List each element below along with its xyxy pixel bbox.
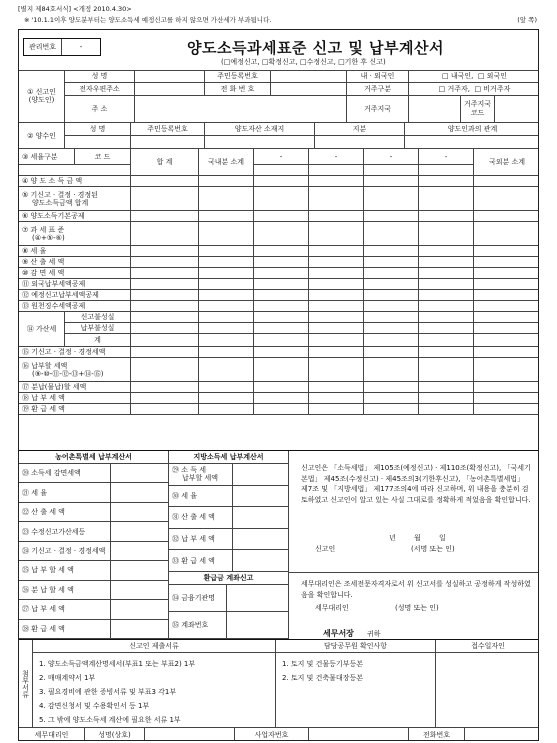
bank-name-field[interactable] xyxy=(227,585,289,612)
tax-value-cell[interactable] xyxy=(364,358,419,382)
tax-value-cell[interactable] xyxy=(199,347,254,358)
tax-row-label-text: ⑲ 환 급 세 액 xyxy=(22,405,65,413)
tax-row-label xyxy=(19,222,131,246)
tax-value-cell[interactable] xyxy=(309,211,364,222)
resident-option[interactable]: □ 거주자, xyxy=(438,85,470,93)
report-types[interactable]: (□예정신고, □확정신고, □수정신고, □기한 후 신고) xyxy=(221,58,386,66)
tax-value-cell[interactable] xyxy=(474,176,539,187)
tax-value-cell[interactable] xyxy=(309,301,364,312)
code-blank-1[interactable] xyxy=(254,165,309,176)
tax-value-cell[interactable] xyxy=(364,222,419,246)
residence-options[interactable] xyxy=(409,83,539,96)
tax-row-label-text: ⑯ 납부할 세액 xyxy=(22,361,68,370)
tax-row-label xyxy=(19,358,131,382)
tax-value-cell[interactable] xyxy=(364,246,419,257)
tax-value-cell[interactable] xyxy=(474,211,539,222)
declaration-date[interactable]: 년 월 일 xyxy=(389,534,446,542)
tax-value-cell[interactable] xyxy=(199,222,254,246)
penalty-sub-3: 계 xyxy=(65,334,131,347)
tax-value-cell[interactable] xyxy=(131,323,199,334)
tax-value-cell[interactable] xyxy=(419,268,474,279)
tax-value-cell[interactable] xyxy=(419,279,474,290)
asset-location-field[interactable] xyxy=(205,136,315,149)
tax-row-label xyxy=(19,393,131,404)
tax-value-cell[interactable] xyxy=(474,358,539,382)
officer-check-item: 2. 토지 및 건축물대장등본 xyxy=(282,674,363,682)
local-row-label-text: ㉛ 산 출 세 액 xyxy=(172,513,215,522)
form-frame xyxy=(18,29,539,741)
code-dash-1[interactable]: - xyxy=(254,149,309,165)
tax-value-cell[interactable] xyxy=(254,358,309,382)
tax-row-label xyxy=(19,246,131,257)
country-label: 거주지국 xyxy=(347,96,409,123)
local-row-label-text: ㉙ 소 득 세 xyxy=(172,466,206,475)
tax-value-cell[interactable] xyxy=(254,290,309,301)
tax-value-cell[interactable] xyxy=(131,187,199,211)
tax-value-cell[interactable] xyxy=(419,290,474,301)
asset-location-label: 양도자산 소재지 xyxy=(205,123,315,136)
code-blank xyxy=(19,165,131,176)
tax-value-cell[interactable] xyxy=(131,404,199,415)
form-title: 양도소득과세표준 신고 및 납부계산서 xyxy=(187,39,445,57)
code-blank-3[interactable] xyxy=(364,165,419,176)
tax-value-cell[interactable] xyxy=(474,222,539,246)
country-field[interactable] xyxy=(409,96,461,123)
tax-value-cell[interactable] xyxy=(199,211,254,222)
local-row-value[interactable] xyxy=(233,550,289,572)
tax-rate-label: ③ 세율구분 xyxy=(19,149,75,165)
tax-row-label xyxy=(19,404,131,415)
domestic-option[interactable]: □ 내국인, xyxy=(442,72,474,80)
footer-agent-label: 세무대리인 xyxy=(19,728,85,741)
rural-row-value[interactable] xyxy=(111,464,169,483)
foreign-subtotal-header: 국외분 소계 xyxy=(474,149,539,176)
tax-value-cell[interactable] xyxy=(254,347,309,358)
rural-row-value[interactable] xyxy=(111,483,169,502)
tax-value-cell[interactable] xyxy=(254,312,309,323)
tax-value-cell[interactable] xyxy=(419,312,474,323)
tax-row-label-text: ⑬ 원천징수세액공제 xyxy=(22,302,86,310)
tax-value-cell[interactable] xyxy=(474,404,539,415)
tax-value-cell[interactable] xyxy=(309,246,364,257)
local-row-label xyxy=(169,507,233,529)
applicant-name-label: 성 명 xyxy=(65,70,135,83)
total-header: 합 계 xyxy=(131,149,199,176)
tax-value-cell[interactable] xyxy=(199,176,254,187)
tax-row-label-text: ⑱ 납 부 세 액 xyxy=(22,394,65,402)
tax-value-cell[interactable] xyxy=(419,257,474,268)
tax-value-cell[interactable] xyxy=(419,211,474,222)
local-rows xyxy=(169,464,289,572)
tax-value-cell[interactable] xyxy=(419,246,474,257)
nationality-label: 내 · 외국인 xyxy=(347,70,409,83)
tax-value-cell[interactable] xyxy=(309,334,364,347)
tax-value-cell[interactable] xyxy=(419,334,474,347)
tax-row-label xyxy=(19,290,131,301)
tax-value-cell[interactable] xyxy=(254,323,309,334)
tax-value-cell[interactable] xyxy=(309,393,364,404)
rural-row-label: ㉒ 산 출 세 액 xyxy=(19,503,111,522)
tax-value-cell[interactable] xyxy=(131,176,199,187)
tax-value-cell[interactable] xyxy=(419,404,474,415)
local-row-label xyxy=(169,550,233,572)
tax-value-cell[interactable] xyxy=(474,268,539,279)
tax-value-cell[interactable] xyxy=(364,290,419,301)
tax-value-cell[interactable] xyxy=(199,404,254,415)
tax-value-cell[interactable] xyxy=(474,382,539,393)
tax-value-cell[interactable] xyxy=(309,257,364,268)
tax-value-cell[interactable] xyxy=(364,176,419,187)
rural-row-value[interactable] xyxy=(111,503,169,522)
tax-row-label xyxy=(19,211,131,222)
agent-label: 세무대리인 xyxy=(315,604,349,612)
tax-row-label xyxy=(19,257,131,268)
tax-value-cell[interactable] xyxy=(131,279,199,290)
tax-value-cell[interactable] xyxy=(474,279,539,290)
officer-check-item: 1. 토지 및 건물등기부등본 xyxy=(282,660,363,668)
tax-value-cell[interactable] xyxy=(309,222,364,246)
local-row-value[interactable] xyxy=(233,507,289,529)
applicant-rrn-label: 주민등록번호 xyxy=(205,70,271,83)
tax-row-label xyxy=(19,176,131,187)
tax-value-cell[interactable] xyxy=(419,176,474,187)
attachments-side-label: 첨부서류 xyxy=(19,640,33,728)
tax-value-cell[interactable] xyxy=(199,301,254,312)
tax-value-cell[interactable] xyxy=(364,211,419,222)
tax-value-cell[interactable] xyxy=(364,334,419,347)
tax-value-cell[interactable] xyxy=(254,257,309,268)
rural-row-label: ㉑ 세 율 xyxy=(19,483,111,502)
rural-row-value[interactable] xyxy=(111,620,169,639)
tax-row-label-text: ⑩ 감 면 세 액 xyxy=(22,269,65,277)
transferee-rrn-field[interactable] xyxy=(131,136,205,149)
tax-row-label-text: ⑰ 분납(물납)할 세액 xyxy=(22,383,87,391)
tax-row-label-sub: (④+⑤-⑥) xyxy=(32,233,65,242)
tax-value-cell[interactable] xyxy=(199,393,254,404)
rural-row-label: ㉔ 기신고 · 결정 · 경정세액 xyxy=(19,542,111,561)
address-field[interactable] xyxy=(135,96,347,123)
attachment-item: 3. 필요경비에 관한 증빙서류 및 부표3 각1부 xyxy=(39,688,177,696)
tax-value-cell[interactable] xyxy=(199,257,254,268)
tax-value-cell[interactable] xyxy=(199,323,254,334)
tax-value-cell[interactable] xyxy=(309,279,364,290)
rural-row-label: ㉗ 납 부 세 액 xyxy=(19,600,111,619)
code-dash-3[interactable]: - xyxy=(364,149,419,165)
tax-value-cell[interactable] xyxy=(254,176,309,187)
relation-field[interactable] xyxy=(405,136,539,149)
rural-row-label: ㉘ 환 급 세 액 xyxy=(19,620,111,639)
account-number-label: ㉟ 계좌번호 xyxy=(169,612,227,639)
tax-value-cell[interactable] xyxy=(131,301,199,312)
local-row-label-sub: 납부할 세액 xyxy=(182,474,219,483)
agent-declaration-text: 세무대리인은 조세전문자격자로서 위 신고서를 성실하고 공정하게 작성하였음을 확인합니다. xyxy=(301,580,531,599)
officer-check-cell xyxy=(276,653,436,728)
local-row-label xyxy=(169,464,233,486)
applicant-rrn-field[interactable] xyxy=(271,70,347,83)
tax-value-cell[interactable] xyxy=(364,382,419,393)
tax-row-label-sub: 양도소득금액 합계 xyxy=(32,198,89,207)
tax-value-cell[interactable] xyxy=(364,393,419,404)
tax-office: 세무서장 xyxy=(323,629,354,638)
rural-row-value[interactable] xyxy=(111,581,169,600)
tax-value-cell[interactable] xyxy=(131,290,199,301)
tax-value-cell[interactable] xyxy=(254,334,309,347)
tax-value-cell[interactable] xyxy=(364,323,419,334)
tax-row-label xyxy=(19,347,131,358)
tax-value-cell[interactable] xyxy=(474,187,539,211)
rural-rows xyxy=(19,464,169,639)
mgmt-number-value[interactable]: - xyxy=(79,43,83,51)
notice-text: ※ '10.1.1이후 양도분부터는 양도소득세 예정신고를 하지 않으면 가산세가 부과됩니다. xyxy=(24,16,272,24)
tax-value-cell[interactable] xyxy=(474,393,539,404)
tax-value-cell[interactable] xyxy=(364,404,419,415)
tax-value-cell[interactable] xyxy=(199,334,254,347)
country-code-label: 거주지국코드 xyxy=(461,96,495,123)
tax-value-cell[interactable] xyxy=(199,358,254,382)
receipt-stamp-area xyxy=(436,653,539,728)
tax-value-cell[interactable] xyxy=(199,312,254,323)
tax-value-cell[interactable] xyxy=(309,290,364,301)
tax-value-cell[interactable] xyxy=(131,257,199,268)
address-label: 주 소 xyxy=(65,96,135,123)
tax-value-cell[interactable] xyxy=(131,268,199,279)
page-side-label: (앞 쪽) xyxy=(517,16,537,24)
declarant-label: 신고인 xyxy=(315,545,336,553)
tax-value-cell[interactable] xyxy=(419,358,474,382)
tax-row-label-text: ⑧ 세 율 xyxy=(22,247,47,255)
tax-office-suffix: 귀하 xyxy=(367,630,381,638)
tax-value-cell[interactable] xyxy=(364,347,419,358)
tax-value-cell[interactable] xyxy=(419,301,474,312)
tax-value-cell[interactable] xyxy=(131,312,199,323)
tax-value-cell[interactable] xyxy=(254,246,309,257)
relation-label: 양도인과의 관계 xyxy=(405,123,539,136)
transferee-name-label: 성 명 xyxy=(65,123,131,136)
tax-row-label-text: ④ 양 도 소 득 금 액 xyxy=(22,177,83,185)
applicant-name-field[interactable] xyxy=(135,70,205,83)
tax-value-cell[interactable] xyxy=(309,268,364,279)
footer-name-label: 성명(상호) xyxy=(85,728,145,741)
tax-value-cell[interactable] xyxy=(254,279,309,290)
tax-row-label-text: ⑤ 기신고 · 결정 · 경정된 xyxy=(22,190,98,199)
transferee-rrn-label: 주민등록번호 xyxy=(131,123,205,136)
tax-value-cell[interactable] xyxy=(309,176,364,187)
rural-row-label: ⑳ 소득세 감면세액 xyxy=(19,464,111,483)
email-field[interactable] xyxy=(135,83,205,96)
tax-value-cell[interactable] xyxy=(131,211,199,222)
mgmt-number-box xyxy=(23,38,101,56)
tax-value-cell[interactable] xyxy=(254,211,309,222)
declaration-text: 신고인은 「소득세법」 제105조(예정신고) · 제110조(확정신고), 「국세기본법」 제45조(수정신고) · 제45조의3(기한후신고), 「농어촌특별세법」 제7조 및 「지방세법」 제177조의4에 따라 신고하며, 위 내용을 충분히 검토하였고 신고인이 알고 있는 사실 그대로를 정확하게 적었음을 확인합니다. xyxy=(301,464,531,504)
footer-bizno-label: 사업자번호 xyxy=(235,728,309,741)
tax-row-label-text: ⑪ 외국납부세액공제 xyxy=(22,280,86,288)
tax-value-cell[interactable] xyxy=(254,393,309,404)
form-number: [별지 제84호서식] <개정 2010.4.30> xyxy=(18,5,132,13)
tax-value-cell[interactable] xyxy=(364,187,419,211)
tax-row-label xyxy=(19,268,131,279)
local-row-value[interactable] xyxy=(233,529,289,551)
attachment-item: 4. 감면신청서 및 수용확인서 등 1부 xyxy=(39,702,150,710)
nonresident-option[interactable]: □ 비거주자 xyxy=(474,85,511,93)
rural-row-label: ㉓ 수정신고가산세등 xyxy=(19,522,111,541)
rural-tax-title: 농어촌특별세 납부계산서 xyxy=(19,451,169,464)
tax-value-cell[interactable] xyxy=(364,268,419,279)
tax-row-label xyxy=(19,187,131,211)
declarant-sign[interactable]: (서명 또는 인) xyxy=(411,545,455,553)
tax-value-cell[interactable] xyxy=(474,257,539,268)
tax-value-cell[interactable] xyxy=(254,301,309,312)
foreign-option[interactable]: □ 외국인 xyxy=(477,72,507,80)
tax-row-label-text: ⑨ 산 출 세 액 xyxy=(22,258,65,266)
transferee-name-field[interactable] xyxy=(65,136,131,149)
tax-value-cell[interactable] xyxy=(199,290,254,301)
local-row-label xyxy=(169,529,233,551)
tax-value-cell[interactable] xyxy=(419,393,474,404)
tax-value-cell[interactable] xyxy=(309,382,364,393)
tax-value-cell[interactable] xyxy=(309,187,364,211)
tax-row-label xyxy=(19,382,131,393)
tax-value-cell[interactable] xyxy=(254,222,309,246)
refund-account-title: 환급금 계좌신고 xyxy=(169,572,289,585)
local-row-label-text: ㉝ 환 급 세 액 xyxy=(172,556,215,565)
rural-row-value[interactable] xyxy=(111,600,169,619)
tax-row-label-text: ⑫ 예정신고납부세액공제 xyxy=(22,291,99,299)
code-blank-4[interactable] xyxy=(419,165,474,176)
footer-bizno-field[interactable] xyxy=(309,728,409,741)
tax-value-cell[interactable] xyxy=(309,323,364,334)
local-row-value[interactable] xyxy=(233,464,289,486)
local-row-value[interactable] xyxy=(233,486,289,508)
tax-value-cell[interactable] xyxy=(131,334,199,347)
tax-value-cell[interactable] xyxy=(474,246,539,257)
rural-row-value[interactable] xyxy=(111,522,169,541)
penalty-label: ⑭ 가산세 xyxy=(19,312,65,347)
submitted-docs-cell xyxy=(33,653,276,728)
tax-value-cell[interactable] xyxy=(419,382,474,393)
attachment-item: 5. 그 밖에 양도소득세 계산에 필요한 서류 1부 xyxy=(39,716,181,724)
email-label: 전자우편주소 xyxy=(65,83,135,96)
footer-name-field[interactable] xyxy=(145,728,235,741)
tax-value-cell[interactable] xyxy=(474,301,539,312)
code-blank-2[interactable] xyxy=(309,165,364,176)
tax-value-cell[interactable] xyxy=(199,382,254,393)
rural-row-label: ㉕ 납 부 할 세 액 xyxy=(19,561,111,580)
officer-check-list xyxy=(276,653,369,689)
share-field[interactable] xyxy=(315,136,405,149)
phone-label: 전 화 번 호 xyxy=(205,83,271,96)
tax-value-cell[interactable] xyxy=(474,312,539,323)
tax-rows xyxy=(19,176,539,451)
code-dash-4[interactable]: - xyxy=(419,149,474,165)
local-row-label-text: ㉚ 세 율 xyxy=(172,491,197,500)
tax-value-cell[interactable] xyxy=(474,334,539,347)
tax-value-cell[interactable] xyxy=(254,187,309,211)
tax-value-cell[interactable] xyxy=(309,358,364,382)
local-row-label-text: ㉜ 납 부 세 액 xyxy=(172,535,215,544)
share-label: 지분 xyxy=(315,123,405,136)
tax-value-cell[interactable] xyxy=(364,279,419,290)
phone-field[interactable] xyxy=(271,83,347,96)
penalty-sub-2: 납부불성실 xyxy=(65,323,131,334)
tax-row-label xyxy=(19,301,131,312)
local-row-label xyxy=(169,486,233,508)
receipt-stamp-header: 접수일자인 xyxy=(436,640,539,653)
local-tax-title: 지방소득세 납부계산서 xyxy=(169,451,289,464)
footer-phone-field[interactable] xyxy=(465,728,539,741)
tax-value-cell[interactable] xyxy=(364,312,419,323)
tax-row-label-text: ⑥ 양도소득기본공제 xyxy=(22,212,85,220)
residence-label: 거주구분 xyxy=(347,83,409,96)
tax-value-cell[interactable] xyxy=(199,246,254,257)
tax-value-cell[interactable] xyxy=(309,404,364,415)
tax-value-cell[interactable] xyxy=(131,246,199,257)
tax-value-cell[interactable] xyxy=(419,222,474,246)
penalty-sub-1: 신고불성실 xyxy=(65,312,131,323)
tax-value-cell[interactable] xyxy=(309,312,364,323)
tax-value-cell[interactable] xyxy=(131,222,199,246)
tax-value-cell[interactable] xyxy=(419,187,474,211)
domestic-subtotal-header: 국내분 소계 xyxy=(199,149,254,176)
mgmt-number-label: 관리번호 xyxy=(24,39,62,55)
code-dash-2[interactable]: - xyxy=(309,149,364,165)
tax-value-cell[interactable] xyxy=(254,268,309,279)
tax-value-cell[interactable] xyxy=(474,323,539,334)
rural-row-value[interactable] xyxy=(111,561,169,580)
tax-value-cell[interactable] xyxy=(199,187,254,211)
country-code-field[interactable] xyxy=(495,96,539,123)
nationality-options[interactable] xyxy=(409,70,539,83)
code-label: 코 드 xyxy=(75,149,131,165)
tax-value-cell[interactable] xyxy=(199,268,254,279)
tax-value-cell[interactable] xyxy=(364,257,419,268)
tax-value-cell[interactable] xyxy=(254,382,309,393)
tax-value-cell[interactable] xyxy=(131,347,199,358)
attachment-item: 2. 매매계약서 1부 xyxy=(39,674,96,682)
tax-value-cell[interactable] xyxy=(131,393,199,404)
rural-row-label: ㉖ 분 납 할 세 액 xyxy=(19,581,111,600)
tax-value-cell[interactable] xyxy=(254,404,309,415)
submitted-docs-list xyxy=(33,653,201,728)
tax-value-cell[interactable] xyxy=(419,347,474,358)
tax-value-cell[interactable] xyxy=(474,290,539,301)
tax-value-cell[interactable] xyxy=(474,347,539,358)
applicant-label: ① 신고인 (양도인) xyxy=(19,70,65,123)
officer-check-header: 담당공무원 확인사항 xyxy=(276,640,436,653)
tax-value-cell[interactable] xyxy=(131,358,199,382)
account-number-field[interactable] xyxy=(227,612,289,639)
tax-row-label-text: ⑮ 기신고 · 결정 · 경정세액 xyxy=(22,348,106,356)
footer-phone-label: 전화번호 xyxy=(409,728,465,741)
tax-value-cell[interactable] xyxy=(199,279,254,290)
tax-value-cell[interactable] xyxy=(419,323,474,334)
tax-value-cell[interactable] xyxy=(364,301,419,312)
submitted-docs-header: 신고인 제출서류 xyxy=(33,640,276,653)
rural-row-value[interactable] xyxy=(111,542,169,561)
tax-row-label-text: ⑦ 과 세 표 준 xyxy=(22,225,65,234)
tax-row-label-sub: (⑨-⑩-⑪-⑫-⑬+⑭-⑮) xyxy=(32,369,104,378)
tax-value-cell[interactable] xyxy=(309,347,364,358)
tax-row-label xyxy=(19,279,131,290)
attachment-item: 1. 양도소득금액계산명세서(부표1 또는 부표2) 1부 xyxy=(39,660,196,668)
agent-sign[interactable]: (성명 또는 인) xyxy=(395,604,439,612)
tax-value-cell[interactable] xyxy=(131,382,199,393)
transferee-label: ② 양수인 xyxy=(19,123,65,149)
bank-name-label: ㉞ 금융기관명 xyxy=(169,585,227,612)
